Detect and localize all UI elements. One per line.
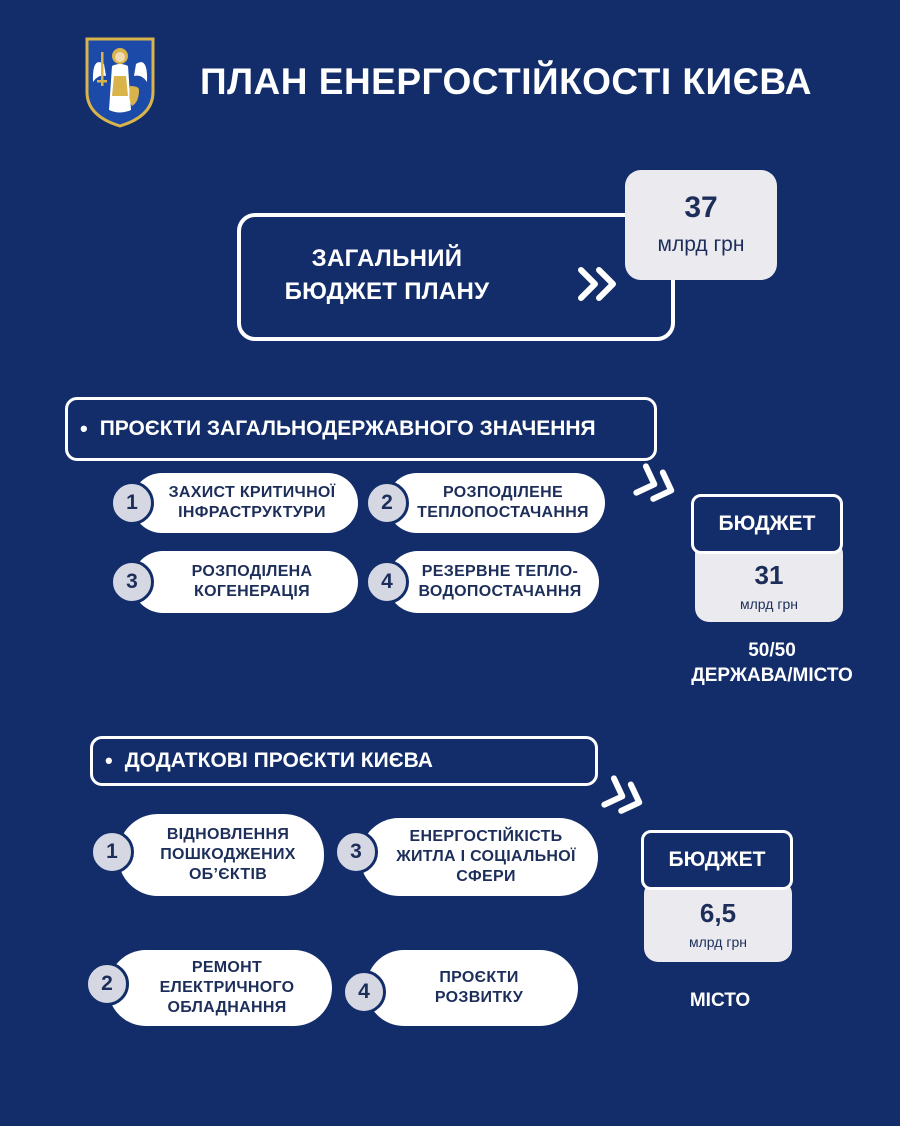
project-item: РОЗПОДІЛЕНА КОГЕНЕРАЦІЯ bbox=[132, 551, 358, 613]
page-title: ПЛАН ЕНЕРГОСТІЙКОСТІ КИЄВА bbox=[200, 61, 812, 102]
section1-budget-unit: млрд грн bbox=[740, 596, 798, 612]
total-budget-amount: 37 bbox=[684, 191, 718, 224]
project-item: РЕМОНТ ЕЛЕКТРИЧНОГО ОБЛАДНАННЯ bbox=[108, 950, 332, 1026]
chevron-double-right-icon bbox=[599, 771, 656, 824]
total-budget-amount-card bbox=[625, 170, 777, 280]
project-item: ВІДНОВЛЕННЯ ПОШКОДЖЕНИХ ОБ’ЄКТІВ bbox=[118, 814, 324, 896]
item-number-badge: 3 bbox=[110, 560, 154, 604]
chevron-double-right-icon bbox=[631, 459, 688, 512]
total-budget-label: ЗАГАЛЬНИЙ БЮДЖЕТ ПЛАНУ bbox=[284, 245, 490, 305]
total-budget-unit: млрд грн bbox=[657, 233, 745, 256]
bullet: • bbox=[105, 748, 113, 773]
section1-budget-amount: 31 bbox=[754, 560, 784, 590]
section2-budget-unit: млрд грн bbox=[689, 934, 747, 950]
project-item: ПРОЄКТИ РОЗВИТКУ bbox=[366, 950, 578, 1026]
item-number-badge: 2 bbox=[365, 481, 409, 525]
section1-budget-label: БЮДЖЕТ bbox=[691, 494, 843, 554]
section2-budget-label: БЮДЖЕТ bbox=[641, 830, 793, 890]
item-number-badge: 4 bbox=[342, 970, 386, 1014]
chevron-double-right-icon bbox=[577, 264, 623, 304]
item-number-badge: 1 bbox=[90, 830, 134, 874]
project-item: ЕНЕРГОСТІЙКІСТЬ ЖИТЛА І СОЦІАЛЬНОЇ СФЕРИ bbox=[360, 818, 598, 896]
project-item: ЗАХИСТ КРИТИЧНОЇ ІНФРАСТРУКТУРИ bbox=[132, 473, 358, 533]
item-number-badge: 1 bbox=[110, 481, 154, 525]
item-number-badge: 4 bbox=[365, 560, 409, 604]
section2-budget-amount-card bbox=[644, 880, 792, 962]
bullet: • bbox=[80, 416, 88, 441]
project-item: РОЗПОДІЛЕНЕ ТЕПЛОПОСТАЧАННЯ bbox=[387, 473, 605, 533]
section-kyiv-projects-header: • ДОДАТКОВІ ПРОЄКТИ КИЄВА bbox=[90, 736, 598, 786]
section1-funding-note: 50/50 ДЕРЖАВА/МІСТО bbox=[691, 640, 853, 686]
kyiv-coat-of-arms-icon bbox=[84, 36, 156, 128]
item-number-badge: 2 bbox=[85, 962, 129, 1006]
section2-budget-amount: 6,5 bbox=[699, 898, 737, 928]
section2-funding-note: МІСТО bbox=[689, 990, 751, 1011]
section-national-projects-header: • ПРОЄКТИ ЗАГАЛЬНОДЕРЖАВНОГО ЗНАЧЕННЯ bbox=[65, 397, 657, 461]
item-number-badge: 3 bbox=[334, 830, 378, 874]
project-item: РЕЗЕРВНЕ ТЕПЛО- ВОДОПОСТАЧАННЯ bbox=[387, 551, 599, 613]
